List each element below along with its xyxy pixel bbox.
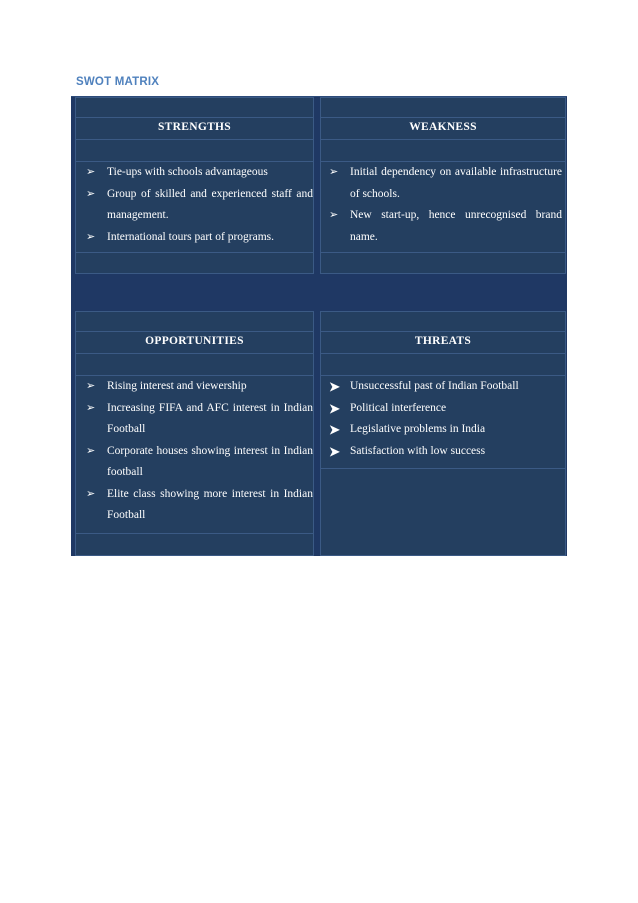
arrowhead-bullet-icon: ➢	[86, 380, 96, 392]
arrowhead-bullet-icon: ➢	[86, 444, 96, 457]
strengths-quadrant	[75, 97, 314, 274]
weakness-list	[329, 162, 562, 248]
list-item: ➢ Elite class showing more interest in Indian Football	[86, 484, 313, 527]
list-item: ➢ Group of skilled and experienced staff and management.	[86, 184, 313, 227]
arrowhead-bullet-icon: ➤	[329, 379, 340, 394]
document-title: SWOT MATRIX	[76, 76, 160, 88]
arrowhead-bullet-icon: ➤	[329, 443, 340, 459]
arrowhead-bullet-icon: ➢	[86, 187, 96, 200]
list-item: ➤ Political interference	[329, 398, 562, 420]
list-item: ➤ Unsuccessful past of Indian Football	[329, 376, 562, 398]
strengths-list	[86, 162, 313, 248]
list-item: ➢ Tie-ups with schools advantageous	[86, 162, 313, 184]
arrowhead-bullet-icon: ➢	[329, 209, 339, 221]
list-item: ➢ Initial dependency on available infrastructure of schools.	[329, 162, 562, 205]
opportunities-heading: OPPORTUNITIES	[145, 335, 244, 347]
opportunities-quadrant	[75, 311, 314, 556]
arrowhead-bullet-icon: ➤	[329, 400, 340, 416]
list-item: ➤ Satisfaction with low success	[329, 441, 562, 463]
list-item: ➤ Legislative problems in India	[329, 419, 562, 441]
arrowhead-bullet-icon: ➢	[86, 401, 96, 414]
list-item: ➢ New start-up, hence unrecognised brand name.	[329, 205, 562, 248]
weakness-quadrant	[320, 97, 566, 274]
arrowhead-bullet-icon: ➢	[86, 166, 96, 178]
arrowhead-bullet-icon: ➤	[329, 422, 340, 437]
opportunities-list	[86, 376, 313, 527]
threats-heading: THREATS	[414, 335, 472, 347]
arrowhead-bullet-icon: ➢	[329, 166, 339, 178]
arrowhead-bullet-icon: ➢	[86, 230, 96, 243]
list-item: ➢ Corporate houses showing interest in Indian football	[86, 441, 313, 484]
arrowhead-bullet-icon: ➢	[86, 487, 96, 500]
weakness-heading: WEAKNESS	[409, 121, 477, 133]
list-item: ➢ International tours part of programs.	[86, 227, 313, 249]
list-item: ➢ Increasing FIFA and AFC interest in Indian Football	[86, 398, 313, 441]
swot-matrix	[71, 96, 567, 556]
threats-quadrant	[320, 311, 566, 556]
strengths-heading: STRENGTHS	[157, 121, 231, 133]
threats-list	[329, 376, 562, 462]
list-item: ➢ Rising interest and viewership	[86, 376, 313, 398]
